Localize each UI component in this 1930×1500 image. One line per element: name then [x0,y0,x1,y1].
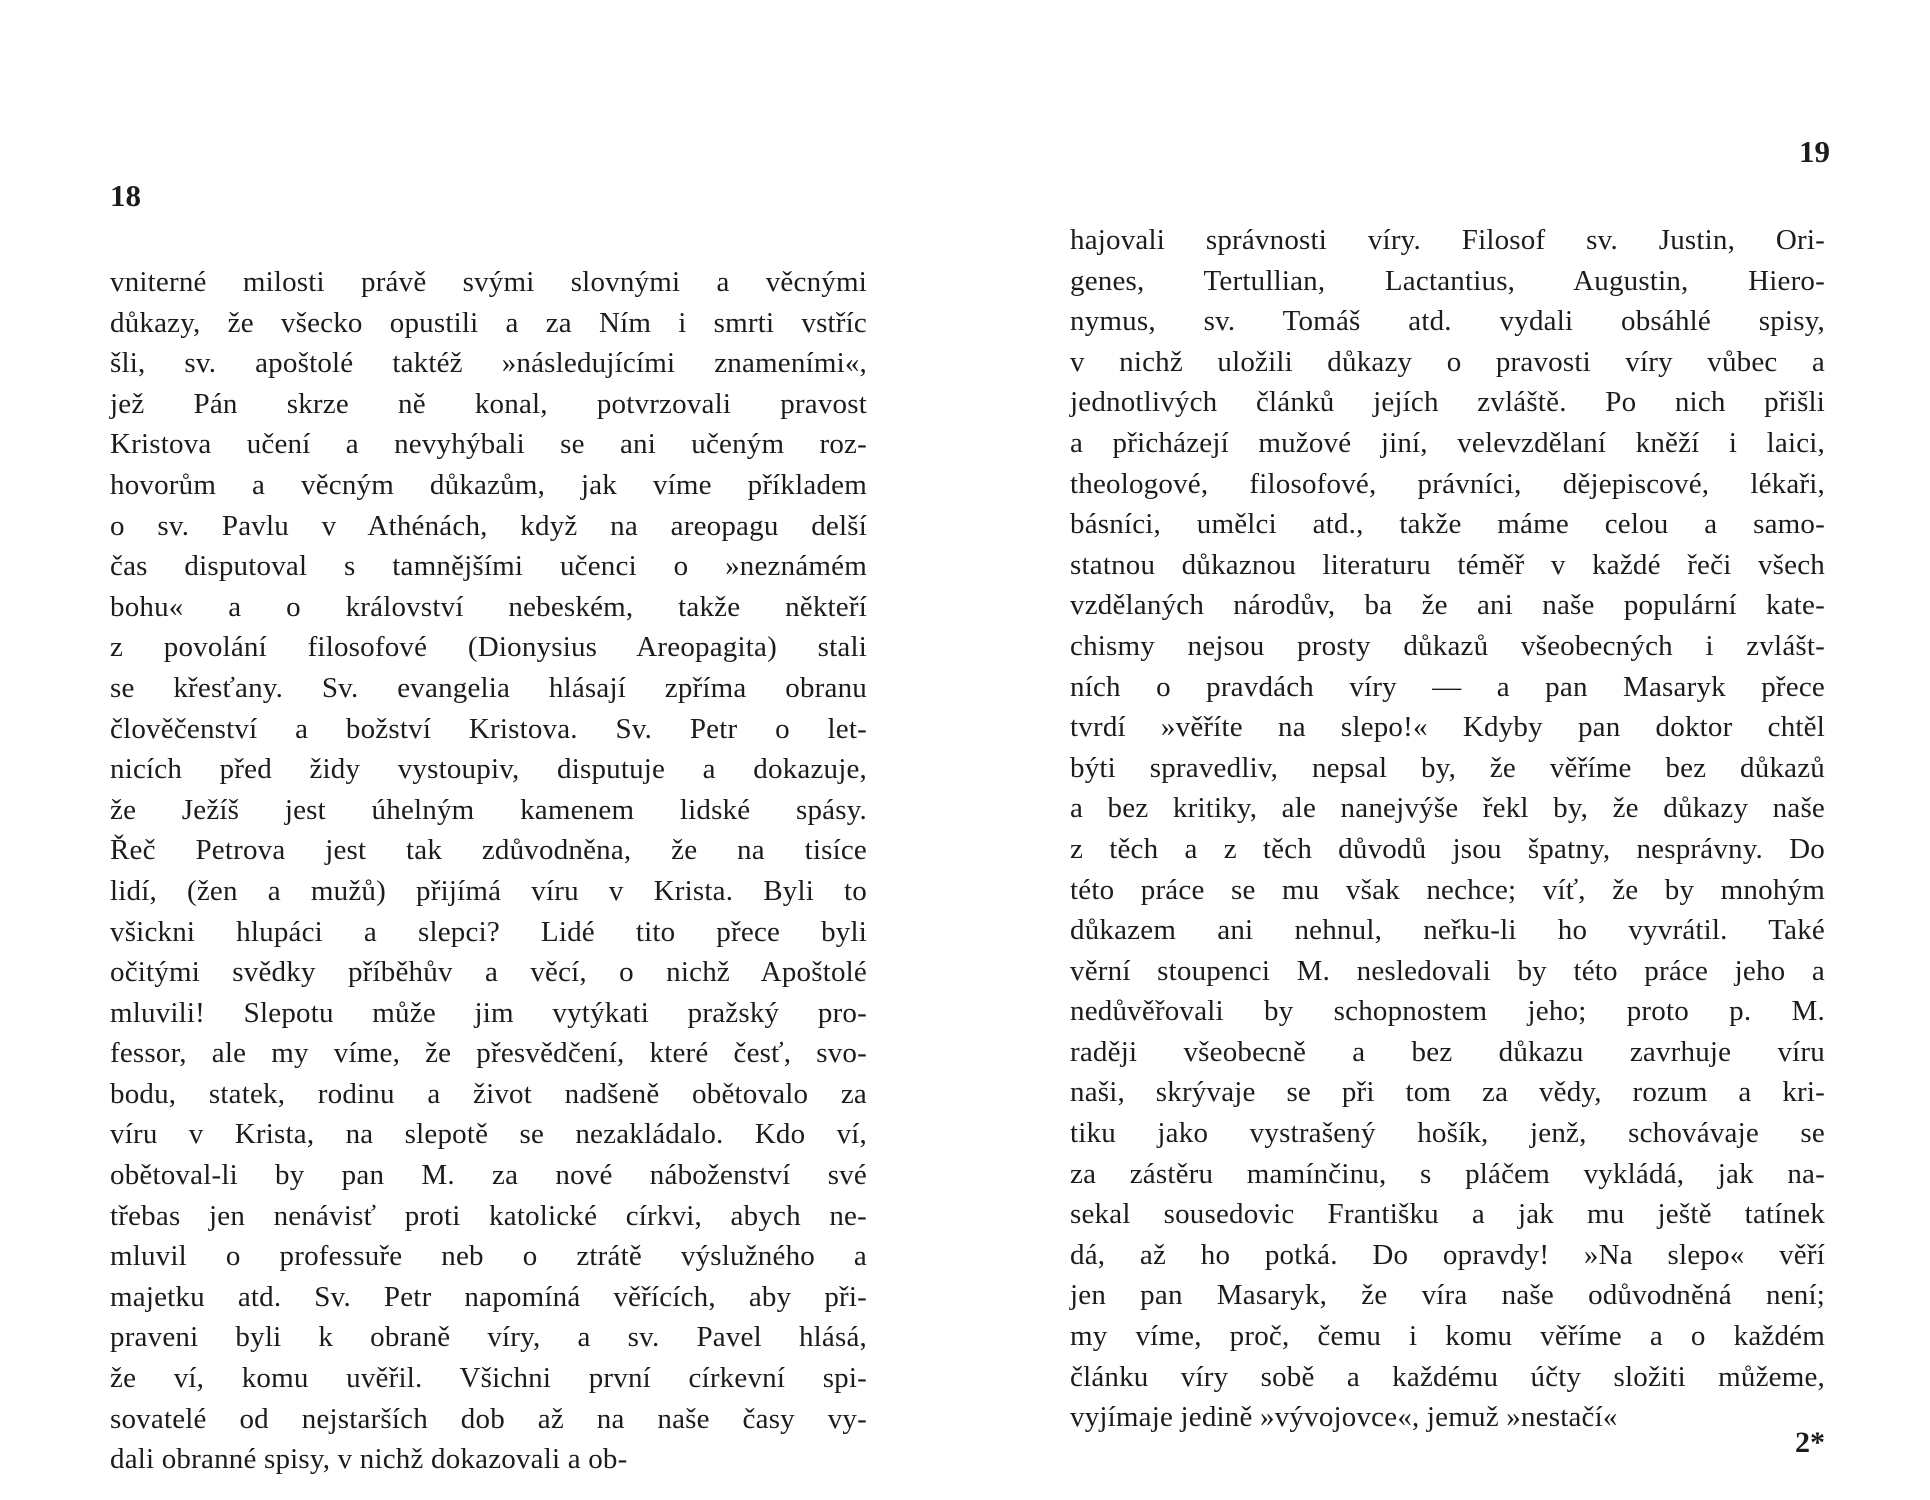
body-text [1070,220,1825,1438]
text-line: očitými svědky příběhův a věcí, o nichž Apoštolé [110,956,867,989]
text-line: jen pan Masaryk, že víra naše odůvodněná není; [1070,1279,1825,1312]
text-line: praveni byli k obraně víry, a sv. Pavel hlásá, [110,1321,867,1354]
text-line: theologové, filosofové, právníci, dějepiscové, lékaři, [1070,467,1825,500]
text-line: vyjímaje jedině »vývojovce«, jemuž »nestačí« [1070,1401,1618,1434]
text-line: mluvili! Slepotu může jim vytýkati pražský pro- [110,996,867,1029]
text-line: člověčenství a božství Kristova. Sv. Petr o let- [110,712,867,745]
text-line: o sv. Pavlu v Athénách, když na areopagu delší [110,509,867,542]
text-line: jednotlivých článků jejích zvláště. Po nich přišli [1070,386,1825,419]
text-line: že ví, komu uvěřil. Všichni první církevní spi- [110,1362,867,1395]
text-line: této práce se mu však nechce; víť, že by mnohým [1070,873,1825,906]
text-line: býti spravedliv, nepsal by, že věříme bez důkazů [1070,751,1825,784]
text-line: nymus, sv. Tomáš atd. vydali obsáhlé spisy, [1070,305,1825,338]
body-text [110,262,867,1480]
text-line: víru v Krista, na slepotě se nezakládalo. Kdo ví, [110,1118,867,1151]
text-line: hovorům a věcným důkazům, jak víme příkladem [110,468,867,501]
text-line: lidí, (žen a mužů) přijímá víru v Krista. Byli to [110,874,867,907]
text-line: sekal sousedovic Františku a jak mu ještě tatínek [1070,1198,1825,1231]
text-line: se křesťany. Sv. evangelia hlásají zpříma obranu [110,671,867,704]
text-line: z těch a z těch důvodů jsou špatny, nesprávny. Do [1070,832,1825,865]
text-line: básníci, umělci atd., takže máme celou a samo- [1070,508,1825,541]
text-line: v nichž uložili důkazy o pravosti víry vůbec a [1070,345,1825,378]
text-line: šli, sv. apoštolé taktéž »následujícími znameními«, [110,347,867,380]
text-line: všickni hlupáci a slepci? Lidé tito přece byli [110,915,867,948]
text-line: bohu« a o království nebeském, takže někteří [110,590,867,623]
text-line: článku víry sobě a každému účty složiti můžeme, [1070,1360,1825,1393]
text-line: chismy nejsou prosty důkazů všeobecných i zvlášt- [1070,629,1825,662]
text-line: nedůvěřovali by schopnostem jeho; proto p. M. [1070,995,1825,1028]
text-line: my víme, proč, čemu i komu věříme a o každém [1070,1320,1825,1353]
text-line: majetku atd. Sv. Petr napomíná věřících, aby při- [110,1280,867,1313]
text-line: vzdělaných národův, ba že ani naše populární kate- [1070,589,1825,622]
text-line: a přicházejí mužové jiní, velevzdělaní kněží i laici, [1070,426,1825,459]
text-line: dá, až ho potká. Do opravdy! »Na slepo« věří [1070,1238,1825,1271]
text-line: obětoval-li by pan M. za nové náboženství své [110,1159,867,1192]
text-line: vniterné milosti právě svými slovnými a věcnými [110,266,867,298]
text-line: a bez kritiky, ale nanejvýše řekl by, že důkazy naše [1070,792,1825,825]
text-line: naši, skrývaje se při tom za vědy, rozum a kri- [1070,1076,1825,1109]
text-line: že Ježíš jest úhelným kamenem lidské spásy. [110,793,867,826]
text-line: Řeč Petrova jest tak zdůvodněna, že na tisíce [110,834,867,867]
text-line: nicích před židy vystoupiv, disputuje a dokazuje, [110,753,867,786]
right-page [965,0,1930,1500]
text-line: raději všeobecně a bez důkazu zavrhuje víru [1070,1035,1825,1068]
text-line: bodu, statek, rodinu a život nadšeně obětovalo za [110,1077,867,1110]
text-line: sovatelé od nejstarších dob až na naše časy vy- [110,1402,867,1435]
text-line: za zástěru mamínčinu, s pláčem vykládá, jak na- [1070,1157,1825,1190]
text-line: statnou důkaznou literaturu téměř v každé řeči všech [1070,548,1825,581]
text-line: Kristova učení a nevyhýbali se ani učeným roz- [110,428,867,461]
text-line: genes, Tertullian, Lactantius, Augustin, Hiero- [1070,264,1825,297]
signature-mark: 2* [1795,1426,1825,1459]
text-line: dali obranné spisy, v nichž dokazovali a ob- [110,1443,628,1476]
text-line: čas disputoval s tamnějšími učenci o »neznámém [110,550,867,583]
text-line: důkazem ani nehnul, neřku-li ho vyvrátil. Také [1070,914,1825,947]
page-number: 19 [1799,134,1830,169]
text-line: jež Pán skrze ně konal, potvrzovali pravost [110,387,867,420]
text-line: fessor, ale my víme, že přesvědčení, které česť, svo- [110,1037,867,1070]
text-line: důkazy, že všecko opustili a za Ním i smrti vstříc [110,306,867,339]
text-line: hajovali správnosti víry. Filosof sv. Justin, Ori- [1070,224,1825,256]
text-line: mluvil o professuře neb o ztrátě výslužného a [110,1240,867,1273]
text-line: z povolání filosofové (Dionysius Areopagita) stali [110,631,867,664]
text-line: věrní stoupenci M. nesledovali by této práce jeho a [1070,954,1825,987]
text-line: ních o pravdách víry — a pan Masaryk přece [1070,670,1825,703]
page-number: 18 [110,178,141,213]
text-line: tvrdí »věříte na slepo!« Kdyby pan doktor chtěl [1070,711,1825,744]
text-line: třebas jen nenávisť proti katolické církvi, abych ne- [110,1199,867,1232]
text-line: tiku jako vystrašený hošík, jenž, schovávaje se [1070,1117,1825,1150]
